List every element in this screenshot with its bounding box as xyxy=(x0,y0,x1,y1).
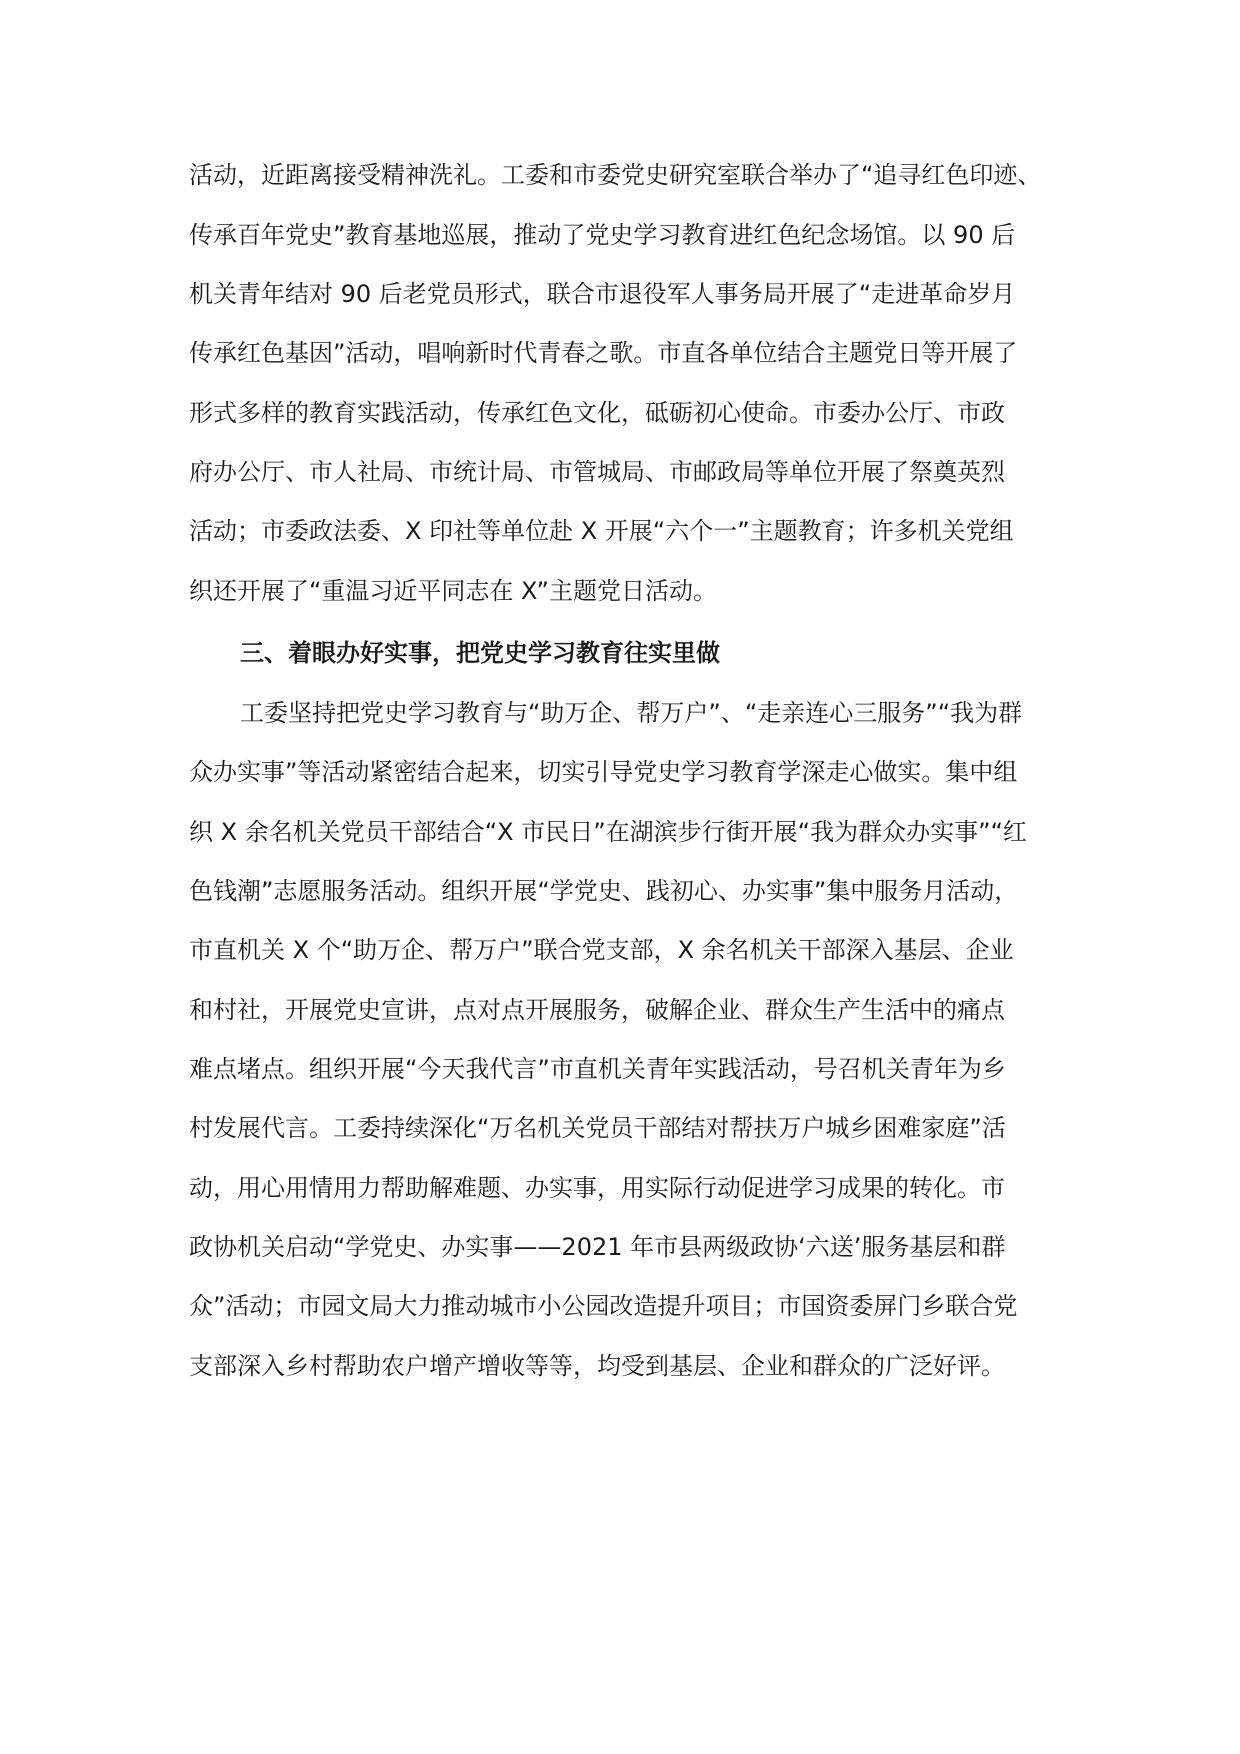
paragraph-2-line-8: 村发展代言。工委持续深化“万名机关党员干部结对帮扶万户城乡困难家庭”活 xyxy=(189,1114,1006,1142)
paragraph-2-line-6: 和村社，开展党史宣讲，点对点开展服务，破解企业、群众生产生活中的痛点 xyxy=(189,996,1005,1024)
paragraph-2-line-10: 政协机关启动“学党史、办实事——2021 年市县两级政协‘六送’服务基层和群 xyxy=(189,1233,1006,1261)
paragraph-1-line-8: 织还开展了“重温习近平同志在 X”主题党日活动。 xyxy=(189,577,717,605)
paragraph-2-line-5: 市直机关 X 个“助万企、帮万户”联合党支部，X 余名机关干部深入基层、企业 xyxy=(189,936,1014,964)
section-heading: 三、着眼办好实事，把党史学习教育往实里做 xyxy=(240,639,720,667)
paragraph-2-line-12: 支部深入乡村帮助农户增产增收等等，均受到基层、企业和群众的广泛好评。 xyxy=(189,1352,1005,1380)
paragraph-2-line-4: 色钱潮”志愿服务活动。组织开展“学党史、践初心、办实事”集中服务月活动， xyxy=(189,877,1019,905)
paragraph-2-line-3: 织 X 余名机关党员干部结合“X 市民日”在湖滨步行街开展“我为群众办实事”“红 xyxy=(189,818,1027,846)
paragraph-2-line-1: 工委坚持把党史学习教育与“助万企、帮万户”、“走亲连心三服务”“我为群 xyxy=(240,699,1023,727)
paragraph-1-line-7: 活动；市委政法委、X 印社等单位赴 X 开展“六个一”主题教育；许多机关党组 xyxy=(189,517,1014,545)
paragraph-2-line-11: 众”活动；市园文局大力推动城市小公园改造提升项目；市国资委屏门乡联合党 xyxy=(189,1292,1018,1320)
paragraph-1-line-4: 传承红色基因”活动，唱响新时代青春之歌。市直各单位结合主题党日等开展了 xyxy=(189,339,1018,367)
paragraph-2-line-7: 难点堵点。组织开展“今天我代言”市直机关青年实践活动，号召机关青年为乡 xyxy=(189,1055,1006,1083)
paragraph-1-line-2: 传承百年党史”教育基地巡展，推动了党史学习教育进红色纪念场馆。以 90 后 xyxy=(189,221,1016,249)
paragraph-2-line-2: 众办实事”等活动紧密结合起来，切实引导党史学习教育学深走心做实。集中组 xyxy=(189,758,1018,786)
paragraph-1-line-6: 府办公厅、市人社局、市统计局、市管城局、市邮政局等单位开展了祭奠英烈 xyxy=(189,458,1005,486)
paragraph-1-line-5: 形式多样的教育实践活动，传承红色文化，砥砺初心使命。市委办公厅、市政 xyxy=(189,399,1005,427)
paragraph-2-line-9: 动，用心用情用力帮助解难题、办实事，用实际行动促进学习成果的转化。市 xyxy=(189,1174,1005,1202)
paragraph-1-line-1: 活动，近距离接受精神洗礼。工委和市委党史研究室联合举办了“追寻红色印迹、 xyxy=(189,161,1042,189)
paragraph-1-line-3: 机关青年结对 90 后老党员形式，联合市退役军人事务局开展了“走进革命岁月 xyxy=(189,280,1016,308)
